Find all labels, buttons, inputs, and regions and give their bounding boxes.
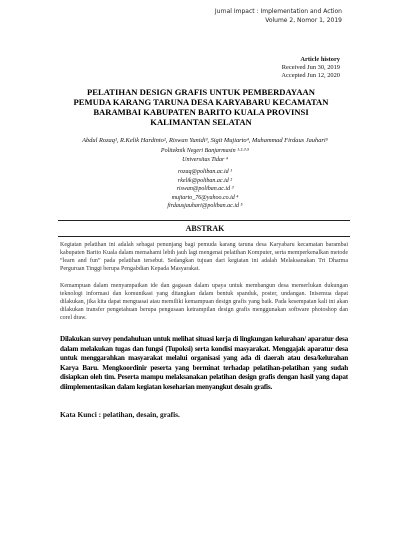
journal-name: Jurnal Impact : Implementation and Action xyxy=(214,8,342,15)
paper-title: PELATIHAN DESIGN GRAFIS UNTUK PEMBERDAYAAN PEMUDA KARANG TARUNA DESA KARYABARU KECAMATAN BARAMBAI KABUPATEN BARITO KUALA PROVINSI KALIMANTAN SELATAN xyxy=(73,87,329,127)
email-item: rozaq@poliban.ac.id ¹ xyxy=(178,169,232,175)
affiliation-2: Universitas Tidar ⁴ xyxy=(182,157,228,163)
affiliations xyxy=(60,147,350,165)
article-history xyxy=(281,56,340,80)
abstract-heading: ABSTRAK xyxy=(185,224,225,233)
journal-volume: Volume 2, Nomor 1, 2019 xyxy=(265,17,342,24)
abstract-paragraph-3: Dilakukan survey pendahuluan untuk melihat situasi kerja di lingkungan kelurahan/ aparatur desa dalam melakukan tugas dan fungsi (Tupoksi) serta kondisi masyarakat. Menggajak aparatur desa untuk menggarahkan masyarakat melalui organisasi yang ada di daerah atau desa/kelurahan Karya Baru. Mengkoordinir peserta yang berminat terhadap pelatihan-pelatihan yang sudah disiapkan oleh tim. Peserta mampu melaksanakan pelatihan design grafis dengan hasil yang dapat diimplementasikan dalam kegiatan keseharian menyangkut desain grafis. xyxy=(60,335,348,391)
divider-bottom xyxy=(58,236,350,237)
abstract-paragraph-1: Kegiatan pelatihan ini adalah sebagai penunjang bagi pemuda karang taruna desa Karyabaru kecamatan barambai kabupaten Barito Kuala dalam memahami lebih jauh lagi mengenai pelatihan Komputer, serta memperkenalkan metode “learn and fun” pada pelatihan tersebut. Sedangkan tujuan dari kegiatan ini adalah Melaksanakan Tri Dharma Perguruan Tinggi berupa Pengabdian Kepada Masyarakat. xyxy=(60,242,348,273)
received-date: Received Jun 30, 2019 xyxy=(281,64,340,71)
keywords: Kata Kunci : pelatihan, desain, grafis. xyxy=(60,410,180,419)
email-item: rkelik@poliban.ac.id ² xyxy=(177,177,233,184)
email-item: firdausjauhari@poliban.ac.id ⁵ xyxy=(167,203,243,210)
accepted-date: Accepted Jun 12, 2020 xyxy=(281,72,340,79)
email-item: mujiarto_76@yahoo.co.id ⁴ xyxy=(171,194,239,201)
email-item: riswan@poliban.ac.id ³ xyxy=(176,186,234,193)
journal-header xyxy=(215,7,342,25)
abstract-paragraph-2: Kemampuan dalam menyampaikan ide dan gagasan dalam upaya untuk membangun desa memerlukan dukungan teknologi informasi dan komunikasi yang ditangkan dalam bentuk spanduk, poster, undangan. Inisemua dapat dilakukan, jika kita dapat menguasai atau memiliki kemampuan design grafis yang baik. Pada kesempatan kali ini akan dilakukan transfer pengetahuan berupa pengusaan ketrampilan design grafis menggunakan software photoshop dan corel draw. xyxy=(60,283,348,322)
email-list xyxy=(60,168,350,211)
author-list: Abdul Rozaq¹, R.Kelik Hardinto², Riswan Yunidi³, Sigit Mujiarto⁴, Muhammad Firdaus Jauhari⁵ xyxy=(82,137,328,144)
affiliation-1: Politeknik Negeri Banjarmasin ¹·²·³·⁵ xyxy=(160,148,250,154)
divider-top xyxy=(58,220,350,221)
article-history-heading: Article history xyxy=(300,56,340,63)
